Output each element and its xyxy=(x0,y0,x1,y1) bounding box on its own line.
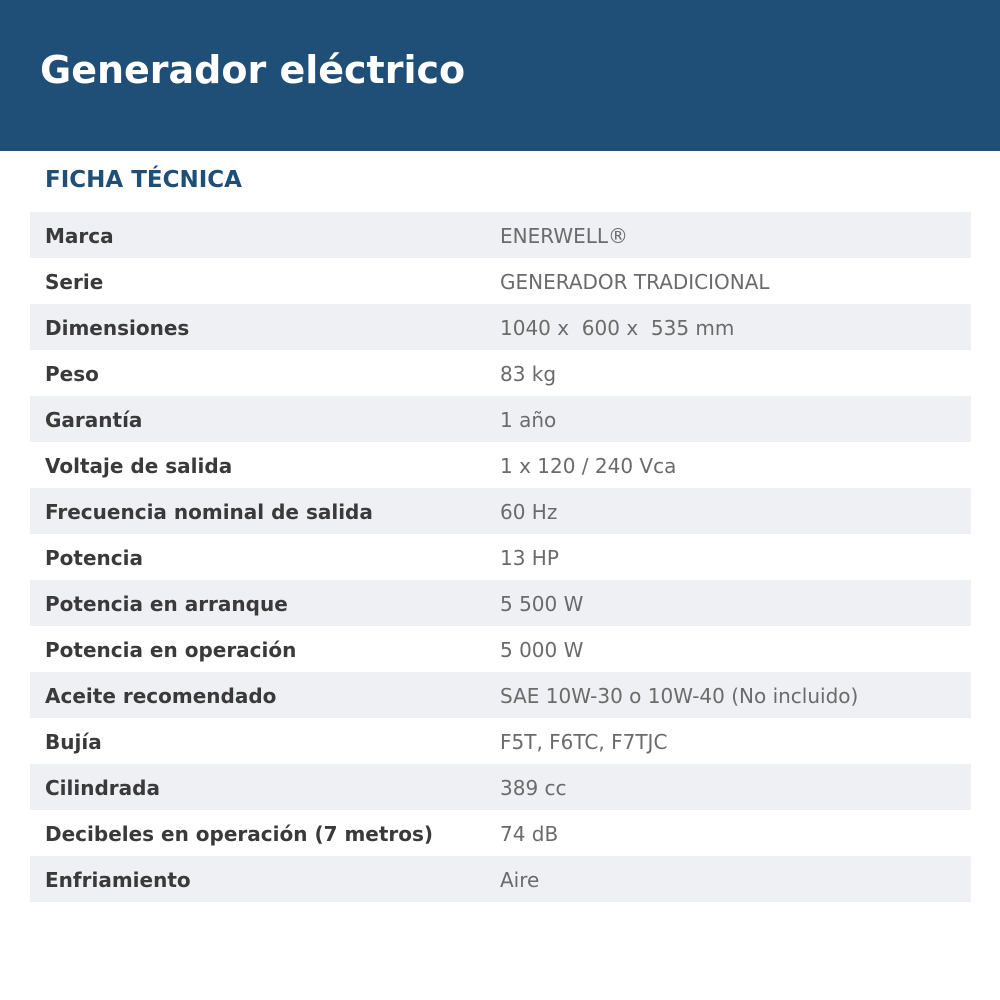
spec-row-potencia-operacion xyxy=(30,626,971,672)
spec-value: 389 cc xyxy=(500,776,567,800)
spec-label: Bujía xyxy=(45,730,102,754)
spec-label: Frecuencia nominal de salida xyxy=(45,500,373,524)
spec-label: Peso xyxy=(45,362,99,386)
spec-row-enfriamiento xyxy=(30,856,971,902)
spec-row-decibeles xyxy=(30,810,971,856)
spec-row-cilindrada xyxy=(30,764,971,810)
header-banner xyxy=(0,0,1000,151)
spec-value: 5 500 W xyxy=(500,592,584,616)
spec-label: Decibeles en operación (7 metros) xyxy=(45,822,434,846)
spec-label: Potencia xyxy=(45,546,143,570)
spec-row-bujia xyxy=(30,718,971,764)
spec-value: 83 kg xyxy=(500,362,557,386)
spec-row-potencia xyxy=(30,534,971,580)
spec-row-garantia xyxy=(30,396,971,442)
spec-label: Potencia en arranque xyxy=(45,592,288,616)
spec-value: F5T, F6TC, F7TJC xyxy=(500,730,668,754)
spec-value: 13 HP xyxy=(500,546,559,570)
spec-label: Enfriamiento xyxy=(45,868,191,892)
spec-label: Garantía xyxy=(45,408,143,432)
spec-label: Dimensiones xyxy=(45,316,190,340)
spec-value: 1 año xyxy=(500,408,557,432)
spec-row-frecuencia xyxy=(30,488,971,534)
spec-label: Serie xyxy=(45,270,104,294)
spec-value: SAE 10W-30 o 10W-40 (No incluido) xyxy=(500,684,859,708)
spec-value: ENERWELL® xyxy=(500,224,629,248)
spec-row-aceite xyxy=(30,672,971,718)
spec-row-voltaje xyxy=(30,442,971,488)
spec-row-dimensiones xyxy=(30,304,971,350)
spec-label: Voltaje de salida xyxy=(45,454,233,478)
spec-value: 60 Hz xyxy=(500,500,558,524)
spec-value: 74 dB xyxy=(500,822,559,846)
spec-value: 5 000 W xyxy=(500,638,584,662)
spec-table xyxy=(30,212,971,902)
spec-row-serie xyxy=(30,258,971,304)
spec-value: 1 x 120 / 240 Vca xyxy=(500,454,677,478)
section-title: FICHA TÉCNICA xyxy=(45,167,242,193)
spec-label: Aceite recomendado xyxy=(45,684,277,708)
spec-row-peso xyxy=(30,350,971,396)
page-title: Generador eléctrico xyxy=(40,48,466,92)
spec-row-potencia-arranque xyxy=(30,580,971,626)
spec-label: Marca xyxy=(45,224,114,248)
spec-row-marca xyxy=(30,212,971,258)
spec-label: Cilindrada xyxy=(45,776,160,800)
spec-value: Aire xyxy=(500,868,540,892)
spec-label: Potencia en operación xyxy=(45,638,297,662)
spec-value: 1040 x 600 x 535 mm xyxy=(500,316,735,340)
spec-value: GENERADOR TRADICIONAL xyxy=(500,270,770,294)
